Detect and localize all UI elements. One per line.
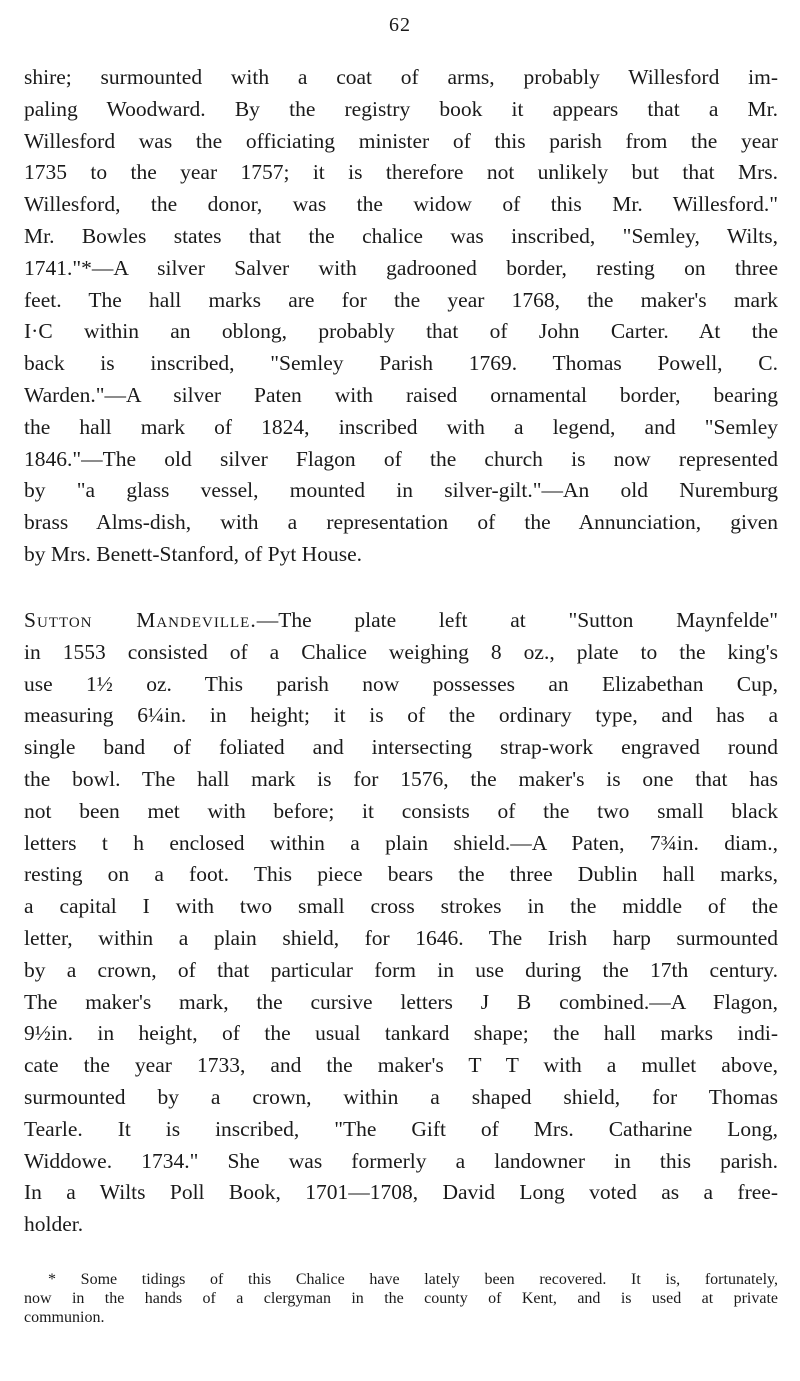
text-line: cate the year 1733, and the maker's T T with a mullet above, [24, 1053, 778, 1078]
text-line: surmounted by a crown, within a shaped shield, for Thomas [24, 1084, 778, 1109]
text-line: not been met with before; it consists of the two small black [24, 798, 778, 823]
text-line: 9½in. in height, of the usual tankard shape; the hall marks indi- [24, 1021, 778, 1046]
text-line: the bowl. The hall mark is for 1576, the maker's is one that has [24, 766, 778, 791]
footnote-line: now in the hands of a clergyman in the county of Kent, and is used at private [24, 1290, 778, 1307]
text-line: In a Wilts Poll Book, 1701—1708, David Long voted as a free- [24, 1180, 778, 1205]
footnote-line: * Some tidings of this Chalice have lately been recovered. It is, fortunately, [48, 1271, 778, 1288]
text-line: Willesford was the officiating minister of this parish from the year [24, 128, 778, 153]
text-line: 1846."—The old silver Flagon of the church is now represented [24, 446, 778, 471]
text-line: The maker's mark, the cursive letters J B combined.—A Flagon, [24, 989, 778, 1014]
text-line: shire; surmounted with a coat of arms, probably Willesford im- [24, 65, 778, 89]
page-number: 62 [389, 14, 411, 36]
text-line: the hall mark of 1824, inscribed with a legend, and "Semley [24, 414, 778, 439]
text-line: paling Woodward. By the registry book it appears that a Mr. [24, 96, 778, 121]
text-line: I·C within an oblong, probably that of John Carter. At the [24, 319, 778, 344]
paragraph-semley-plate [24, 62, 778, 571]
text-line: measuring 6¼in. in height; it is of the ordinary type, and has a [24, 703, 778, 728]
text-line: by "a glass vessel, mounted in silver-gilt."—An old Nuremburg [24, 478, 778, 503]
text-line: Widdowe. 1734." She was formerly a landowner in this parish. [24, 1148, 778, 1173]
text-line-rest: —The plate left at "Sutton Maynfelde" [256, 608, 778, 632]
text-line: single band of foliated and intersecting strap-work engraved round [24, 735, 778, 760]
text-line: 1741."*—A silver Salver with gadrooned border, resting on three [24, 255, 778, 280]
text-line: Tearle. It is inscribed, "The Gift of Mrs. Catharine Long, [24, 1116, 778, 1141]
text-line [24, 605, 778, 637]
text-line: by a crown, of that particular form in use during the 17th century. [24, 957, 778, 982]
paragraph-sutton-mandeville [24, 605, 778, 1241]
text-line: back is inscribed, "Semley Parish 1769. Thomas Powell, C. [24, 351, 778, 376]
text-line: letter, within a plain shield, for 1646. The Irish harp surmounted [24, 925, 778, 950]
text-line: 1735 to the year 1757; it is therefore not unlikely but that Mrs. [24, 160, 778, 185]
text-line: Willesford, the donor, was the widow of this Mr. Willesford." [24, 192, 778, 217]
text-line: feet. The hall marks are for the year 1768, the maker's mark [24, 287, 778, 312]
text-line: use 1½ oz. This parish now possesses an Elizabethan Cup, [24, 671, 778, 696]
text-line: holder. [24, 1212, 84, 1237]
footnote [24, 1270, 778, 1327]
text-line: resting on a foot. This piece bears the three Dublin hall marks, [24, 862, 778, 887]
text-line: letters t h enclosed within a plain shield.—A Paten, 7¾in. diam., [24, 830, 778, 855]
text-line: Mr. Bowles states that the chalice was inscribed, "Semley, Wilts, [24, 223, 778, 248]
section-heading: Sutton Mandeville. [24, 608, 257, 632]
text-line: a capital I with two small cross strokes in the middle of the [24, 894, 778, 919]
text-line: in 1553 consisted of a Chalice weighing 8 oz., plate to the king's [24, 639, 778, 664]
text-line: Warden."—A silver Paten with raised ornamental border, bearing [24, 382, 778, 407]
text-line: brass Alms-dish, with a representation of the Annunciation, given [24, 510, 778, 535]
text-line: by Mrs. Benett-Stanford, of Pyt House. [24, 541, 362, 566]
footnote-line: communion. [24, 1309, 105, 1326]
